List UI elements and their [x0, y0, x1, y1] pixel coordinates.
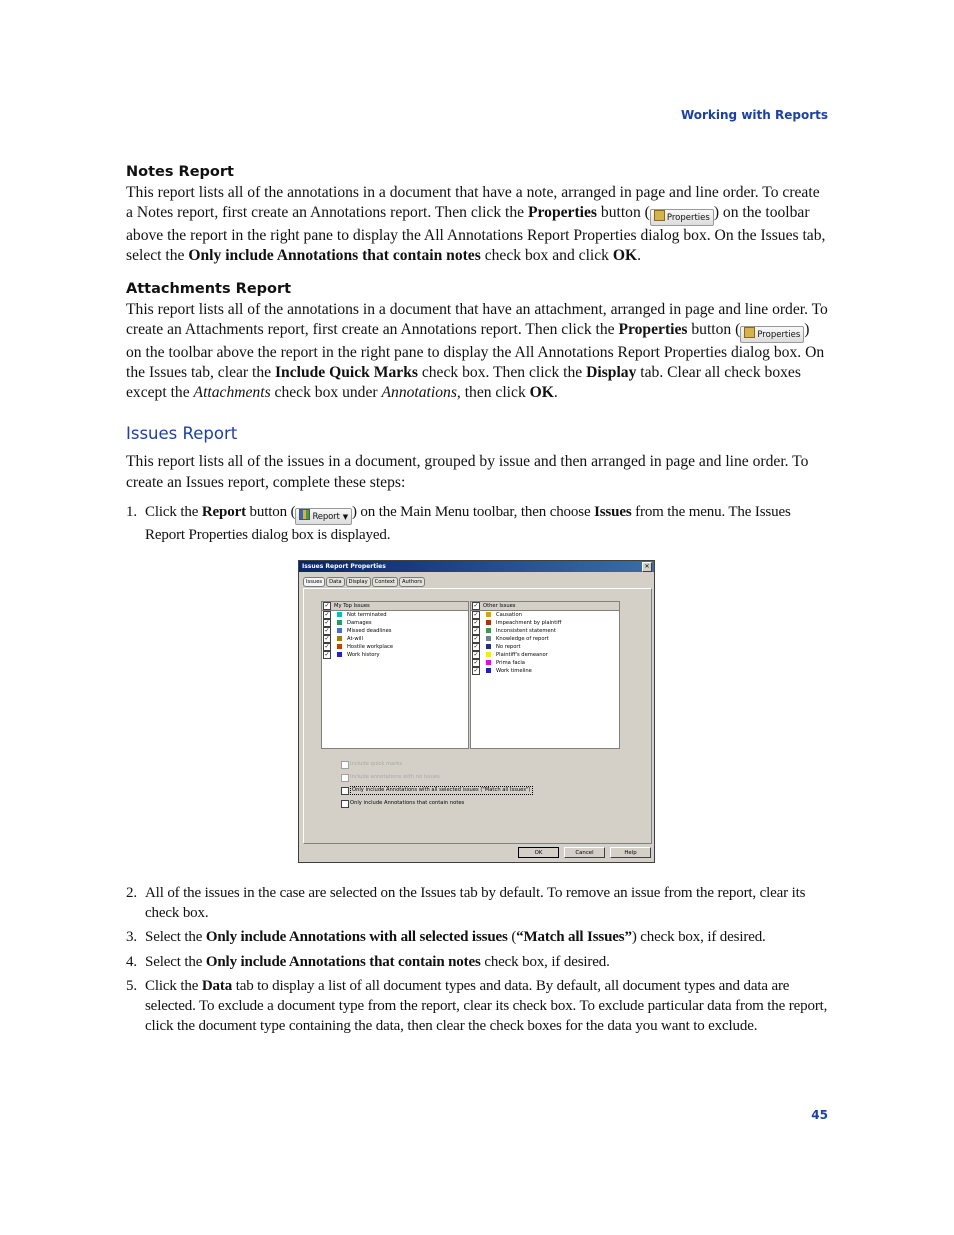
- issue-row[interactable]: [322, 643, 468, 651]
- issue-row[interactable]: [322, 635, 468, 643]
- header-checkbox[interactable]: ✓: [324, 602, 330, 609]
- issue-label: Plaintiff's demeanor: [496, 652, 548, 658]
- issue-color-swatch: [337, 652, 342, 657]
- issue-label: Not terminated: [347, 612, 387, 618]
- issues-steps-list: [126, 502, 828, 545]
- issue-color-swatch: [486, 652, 491, 657]
- tab-issues[interactable]: Issues: [303, 577, 325, 587]
- header-checkbox[interactable]: ✓: [473, 602, 479, 609]
- step-1: 1. Click the Report button ( Report ▼ ) on the Main Menu toolbar, then choose Issues from the menu. The Issues Report Properties dialog box is displayed.: [126, 503, 791, 543]
- attachments-report-heading: Attachments Report: [126, 280, 292, 297]
- page-number: 45: [811, 1108, 828, 1122]
- notes-report-heading: Notes Report: [126, 164, 234, 180]
- step-2: 2. All of the issues in the case are selected on the Issues tab by default. To remove an issue from the report, clear its check box.: [126, 885, 806, 922]
- notes-report-paragraph: This report lists all of the annotations in a document that have a note, arranged in page and line order. To create a Notes report, first create an Annotations report. Then click the Properties button ( Properties ) on the toolbar above the report in the right pane to display the All Annotations Report Properties dialog box. On the Issues tab, select the Only include Annotations that contain notes check box and click OK.: [126, 184, 826, 265]
- issue-checkbox[interactable]: ✓: [324, 651, 330, 658]
- issue-row[interactable]: [471, 643, 619, 651]
- issue-label: Work timeline: [496, 668, 532, 674]
- issue-label: Work history: [347, 652, 380, 658]
- checkbox[interactable]: [341, 774, 349, 782]
- properties-icon: [744, 327, 755, 338]
- issue-label: At-will: [347, 636, 363, 642]
- issue-color-swatch: [486, 660, 491, 665]
- tab-context[interactable]: Context: [372, 577, 398, 587]
- issue-row[interactable]: [322, 611, 468, 619]
- issue-checkbox[interactable]: ✓: [324, 627, 330, 634]
- list-header-label: My Top Issues: [334, 603, 370, 609]
- issue-checkbox[interactable]: ✓: [473, 635, 479, 642]
- other-issues-list: [470, 601, 620, 749]
- issue-row[interactable]: [471, 635, 619, 643]
- issue-checkbox[interactable]: ✓: [473, 667, 479, 674]
- my-top-issues-list: [321, 601, 469, 749]
- issue-checkbox[interactable]: ✓: [473, 651, 479, 658]
- issues-steps-list-continued: [126, 883, 828, 1036]
- issue-row[interactable]: [322, 627, 468, 635]
- checkbox[interactable]: [341, 787, 349, 795]
- issue-row[interactable]: [471, 659, 619, 667]
- properties-toolbar-button-image: Properties: [650, 209, 714, 226]
- issue-color-swatch: [486, 636, 491, 641]
- chevron-down-icon: ▼: [342, 512, 348, 521]
- issue-label: Inconsistent statement: [496, 628, 556, 634]
- checkbox[interactable]: [341, 761, 349, 769]
- issue-row[interactable]: [322, 651, 468, 659]
- issue-color-swatch: [337, 620, 342, 625]
- help-button[interactable]: Help: [610, 847, 651, 858]
- issues-tab-panel: ✓ My Top Issues ✓ Not terminated ✓ Damages ✓ Missed deadlines ✓ At-will ✓ Hostile workplace ✓ Work history ✓ Other Issues ✓ Causation ✓ Impeachment by plaintiff ✓ Inconsistent statement ✓ Knowledge of report ✓ No report ✓ Plaintiff's demeanor ✓ Prima facia ✓ Work timeline Include quick marks Include annotations with no issues Only include Annotations with all selected issues ("Match all Issues") Only include Annotations that contain notes: [303, 588, 652, 844]
- page-content-continued: [126, 883, 828, 1036]
- issue-row[interactable]: [471, 627, 619, 635]
- tab-display[interactable]: Display: [346, 577, 371, 587]
- issue-checkbox[interactable]: ✓: [324, 635, 330, 642]
- issue-checkbox[interactable]: ✓: [473, 643, 479, 650]
- issue-color-swatch: [337, 636, 342, 641]
- close-icon[interactable]: ✕: [642, 562, 652, 572]
- issue-label: Impeachment by plaintiff: [496, 620, 562, 626]
- issue-color-swatch: [486, 668, 491, 673]
- cancel-button[interactable]: Cancel: [564, 847, 605, 858]
- issue-label: No report: [496, 644, 521, 650]
- dialog-title-bar: [299, 561, 654, 572]
- step-3: 3. Select the Only include Annotations with all selected issues (“Match all Issues”) check box, if desired.: [126, 929, 766, 946]
- issue-label: Prima facia: [496, 660, 525, 666]
- step-5: 5. Click the Data tab to display a list of all document types and data. By default, all document types and data are selected. To exclude a document type from the report, clear its check box. To exclude particular data from the report, click the document type containing the data, then clear the check boxes for the data you want to exclude.: [126, 977, 828, 1035]
- issue-checkbox[interactable]: ✓: [473, 611, 479, 618]
- issue-row[interactable]: [471, 611, 619, 619]
- tab-authors[interactable]: Authors: [399, 577, 425, 587]
- page-content: [126, 162, 828, 545]
- issue-color-swatch: [486, 612, 491, 617]
- attachments-report-paragraph: This report lists all of the annotations in a document that have an attachment, arranged in page and line order. To create an Attachments report, first create an Annotations report. Then click the Properties button ( Properties ) on the toolbar above the report in the right pane to display the All Annotations Report Properties dialog box. On the Issues tab, clear the Include Quick Marks check box. Then click the Display tab. Clear all check boxes except the Attachments check box under Annotations, then click OK.: [126, 300, 828, 402]
- ok-button[interactable]: OK: [518, 847, 559, 858]
- issues-report-properties-dialog: [298, 560, 655, 863]
- issues-report-intro: This report lists all of the issues in a document, grouped by issue and then arranged in page and line order. To create an Issues report, complete these steps:: [126, 453, 809, 491]
- issue-row[interactable]: [471, 651, 619, 659]
- list-header: [322, 602, 468, 611]
- issue-color-swatch: [486, 644, 491, 649]
- issue-label: Causation: [496, 612, 522, 618]
- properties-toolbar-button-image: Properties: [740, 326, 804, 343]
- checkbox[interactable]: [341, 800, 349, 808]
- tab-data[interactable]: Data: [326, 577, 344, 587]
- issue-checkbox[interactable]: ✓: [324, 611, 330, 618]
- issue-checkbox[interactable]: ✓: [473, 659, 479, 666]
- issue-label: Hostile workplace: [347, 644, 394, 650]
- issue-label: Missed deadlines: [347, 628, 392, 634]
- issue-color-swatch: [486, 628, 491, 633]
- issue-color-swatch: [337, 628, 342, 633]
- issue-checkbox[interactable]: ✓: [473, 619, 479, 626]
- running-head: Working with Reports: [680, 108, 828, 122]
- issue-checkbox[interactable]: ✓: [324, 619, 330, 626]
- issue-color-swatch: [337, 644, 342, 649]
- step-4: 4. Select the Only include Annotations that contain notes check box, if desired.: [126, 953, 610, 970]
- issue-row[interactable]: [471, 667, 619, 675]
- list-header: [471, 602, 619, 611]
- dialog-tabs: [303, 577, 426, 587]
- bar-chart-icon: [299, 509, 310, 520]
- properties-icon: [654, 210, 665, 221]
- dialog-title: Issues Report Properties: [302, 563, 386, 570]
- issue-row[interactable]: [322, 619, 468, 627]
- issue-color-swatch: [486, 620, 491, 625]
- list-header-label: Other Issues: [483, 603, 516, 609]
- issue-label: Damages: [347, 620, 372, 626]
- report-toolbar-button-image: Report ▼: [295, 508, 352, 525]
- issue-checkbox[interactable]: ✓: [324, 643, 330, 650]
- issue-checkbox[interactable]: ✓: [473, 627, 479, 634]
- issue-color-swatch: [337, 612, 342, 617]
- issue-label: Knowledge of report: [496, 636, 549, 642]
- issue-row[interactable]: [471, 619, 619, 627]
- issues-report-heading: Issues Report: [126, 424, 238, 444]
